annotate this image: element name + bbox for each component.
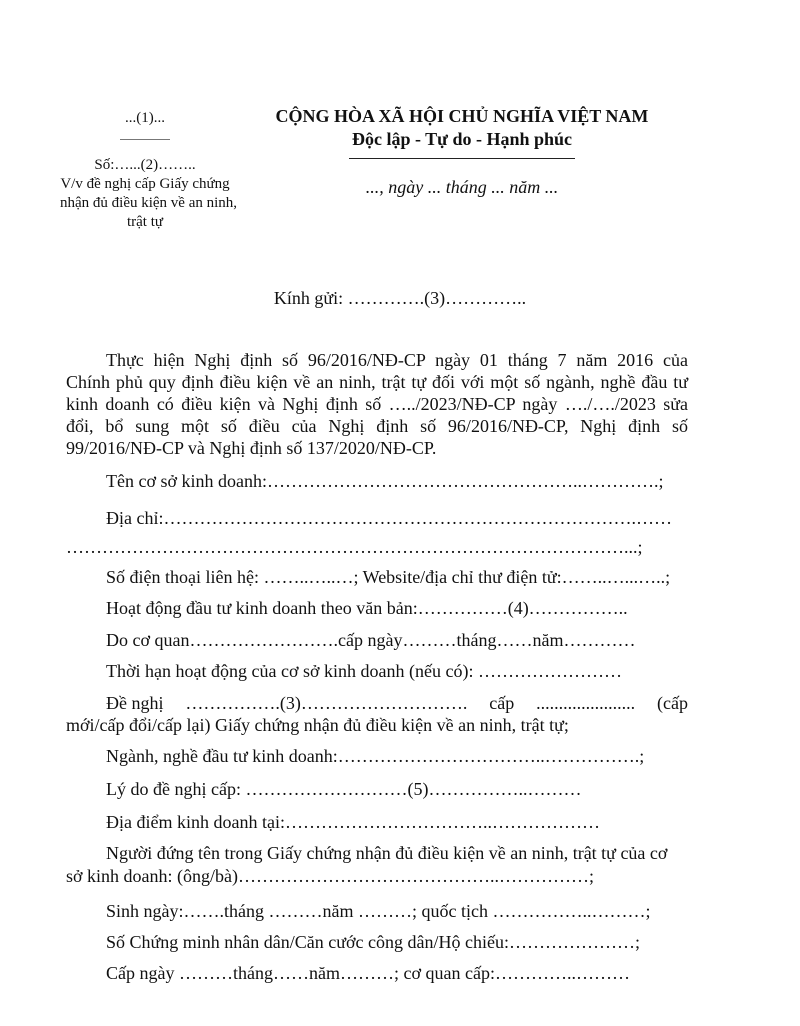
national-title: CỘNG HÒA XÃ HỘI CHỦ NGHĨA VIỆT NAM xyxy=(275,106,649,126)
date-line: ..., ngày ... tháng ... năm ... xyxy=(365,177,559,197)
intro-line-5: 99/2016/NĐ-CP và Nghị định số 137/2020/NĐ-CP. xyxy=(66,438,437,458)
intro-line-4: đổi, bổ sung một số điều của Nghị định số 96/2016/NĐ-CP, Nghị định số xyxy=(66,416,688,436)
business-location-field: Địa điểm kinh doanh tại:……………………………..……………… xyxy=(106,812,600,832)
certificate-holder-line-2: sở kinh doanh: (ông/bà)……………………………………..……………; xyxy=(66,866,594,886)
subject-line-1: V/v đề nghị cấp Giấy chứng xyxy=(60,176,230,192)
subject-line-3: trật tự xyxy=(126,214,164,230)
intro-line-3: kinh doanh có điều kiện và Nghị định số …../2023/NĐ-CP ngày …./…./2023 sửa xyxy=(66,394,688,414)
recipient-line: Kính gửi: ………….(3)………….. xyxy=(273,288,527,308)
reason-field: Lý do đề nghị cấp: ………………………(5)……………..……… xyxy=(106,779,582,799)
certificate-holder-line-1: Người đứng tên trong Giấy chứng nhận đủ điều kiện về an ninh, trật tự của cơ xyxy=(106,843,668,863)
identity-number-field: Số Chứng minh nhân dân/Căn cước công dân/Hộ chiếu:…………………; xyxy=(106,932,640,952)
subject-line-2: nhận đủ điều kiện về an ninh, xyxy=(60,195,238,211)
request-line-2: mới/cấp đổi/cấp lại) Giấy chứng nhận đủ điều kiện về an ninh, trật tự; xyxy=(66,715,569,735)
request-word-4: ...................... xyxy=(536,693,636,713)
intro-line-1: Thực hiện Nghị định số 96/2016/NĐ-CP ngày 01 tháng 7 năm 2016 của xyxy=(106,350,688,370)
industry-field: Ngành, nghề đầu tư kinh doanh:……………………………..…………….; xyxy=(106,746,645,766)
birth-nationality-field: Sinh ngày:…….tháng ………năm ………; quốc tịch ……………..………; xyxy=(106,901,651,921)
intro-line-2: Chính phủ quy định điều kiện về an ninh, trật tự đối với một số ngành, nghề đầu tư xyxy=(66,372,688,392)
address-continuation: …………………………………………………………………………………...; xyxy=(66,537,643,557)
national-motto: Độc lập - Tự do - Hạnh phúc xyxy=(351,129,573,149)
address-field: Địa chỉ:…………………………………………………………………….…… xyxy=(106,508,672,528)
operation-duration-field: Thời hạn hoạt động của cơ sở kinh doanh (nếu có): …………………… xyxy=(106,661,622,681)
request-word-3: cấp xyxy=(489,693,515,713)
request-word-2: …………….(3)………………………. xyxy=(185,693,468,713)
request-word-5: (cấp xyxy=(656,693,688,713)
identity-issue-field: Cấp ngày ………tháng……năm………; cơ quan cấp:…………..……… xyxy=(106,963,630,983)
phone-website-field: Số điện thoại liên hệ: ……..…..…; Website/địa chỉ thư điện tử:……..…...…..; xyxy=(106,567,671,587)
org-underline xyxy=(120,139,170,140)
issuing-org: ...(1)... xyxy=(125,110,165,126)
business-name-field: Tên cơ sở kinh doanh:……………………………………………..………….; xyxy=(106,471,664,491)
intro-paragraph xyxy=(66,349,688,459)
request-line-1 xyxy=(106,692,688,714)
business-documents-field: Hoạt động đầu tư kinh doanh theo văn bản:……………(4)…………….. xyxy=(106,598,628,618)
request-word-1: Đề nghị xyxy=(106,693,164,713)
document-number: Số:…...(2)…….. xyxy=(94,157,196,173)
issuing-authority-field: Do cơ quan…………………….cấp ngày………tháng……năm………… xyxy=(106,630,636,650)
motto-underline xyxy=(349,158,575,159)
